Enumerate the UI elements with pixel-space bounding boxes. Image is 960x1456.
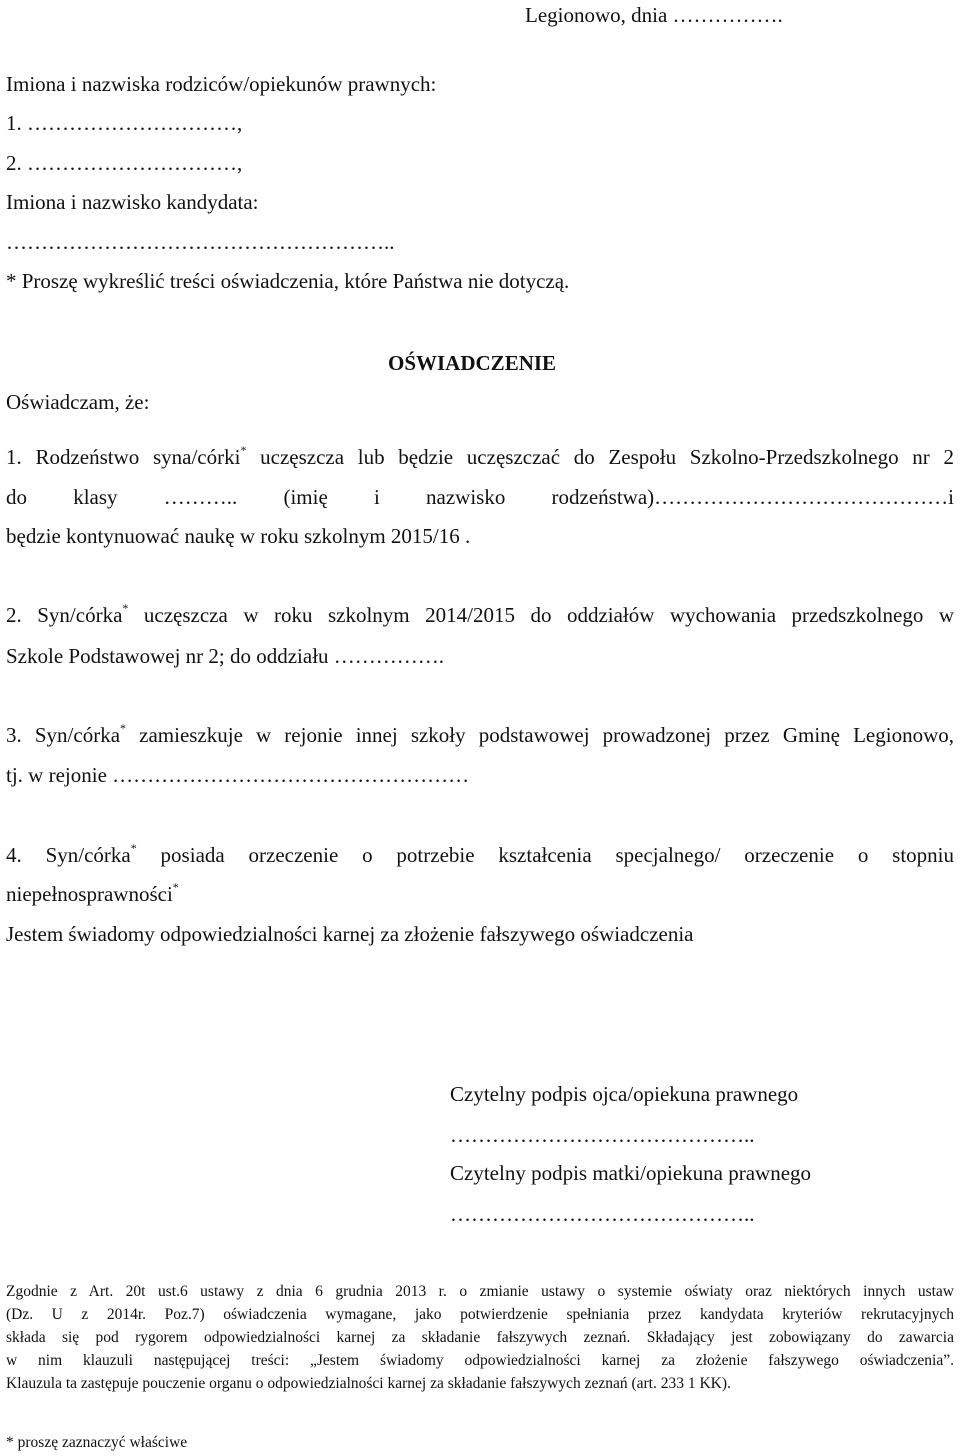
asterisk-mark: * — [130, 841, 137, 855]
mother-signature-line: …………………………………….. — [450, 1202, 755, 1226]
parents-label: Imiona i nazwiska rodziców/opiekunów prawnych: — [6, 72, 437, 96]
strike-note: * Proszę wykreślić treści oświadczenia, które Państwa nie dotyczą. — [6, 269, 570, 293]
awareness-statement: Jestem świadomy odpowiedzialności karnej za złożenie fałszywego oświadczenia — [6, 922, 694, 946]
place-date: Legionowo, dnia ……………. — [525, 3, 783, 27]
asterisk-mark: * — [172, 880, 179, 894]
father-signature-label: Czytelny podpis ojca/opiekuna prawnego — [450, 1082, 799, 1106]
asterisk-mark: * — [120, 721, 127, 735]
item-4-line-2: niepełnosprawności* — [6, 880, 179, 906]
intro-text: Oświadczam, że: — [6, 390, 150, 414]
parent-line-2: 2. …………………………, — [6, 151, 243, 175]
footnote-note: * proszę zaznaczyć właściwe — [6, 1434, 188, 1451]
item-3-line-2: tj. w rejonie …………………………………………… — [6, 763, 470, 787]
footnote-line-5: Klauzula ta zastępuje pouczenie organu o odpowiedzialności karnej za składanie fałszywych zeznań (art. 233 1 KK). — [6, 1375, 731, 1392]
footnote-line-3: składa się pod rygorem odpowiedzialności karnej za składanie fałszywych zeznań. Składający jest zobowiązany do zawarcia — [6, 1329, 954, 1346]
item-1-line-1: 1. Rodzeństwo syna/córki* uczęszcza lub będzie uczęszczać do Zespołu Szkolno-Przedszkolnego nr 2 — [6, 443, 954, 469]
mother-signature-label: Czytelny podpis matki/opiekuna prawnego — [450, 1161, 812, 1185]
item-1-line-2: do klasy ……….. (imię i nazwisko rodzeństwa)……………………………………i — [6, 485, 954, 509]
asterisk-mark: * — [122, 601, 129, 615]
father-signature-line: …………………………………….. — [450, 1123, 755, 1147]
asterisk-mark: * — [240, 443, 247, 457]
item-2-line-1: 2. Syn/córka* uczęszcza w roku szkolnym 2014/2015 do oddziałów wychowania przedszkolnego w — [6, 601, 954, 627]
item-4-line-1: 4. Syn/córka* posiada orzeczenie o potrzebie kształcenia specjalnego/ orzeczenie o stopniu — [6, 841, 955, 867]
candidate-label: Imiona i nazwisko kandydata: — [6, 190, 259, 214]
parent-line-1: 1. …………………………, — [6, 111, 243, 135]
footnote-line-4: w nim klauzuli następującej treści: „Jestem świadomy odpowiedzialności karnej za złożenie fałszywego oświadczenia”. — [6, 1352, 954, 1369]
item-3-line-1: 3. Syn/córka* zamieszkuje w rejonie innej szkoły podstawowej prowadzonej przez Gminę Legionowo, — [6, 721, 954, 747]
page-title: OŚWIADCZENIE — [388, 351, 557, 375]
item-1-line-3: będzie kontynuować naukę w roku szkolnym 2015/16 . — [6, 524, 471, 548]
candidate-line: ……………………………………………….. — [6, 230, 395, 254]
footnote-line-2: (Dz. U z 2014r. Poz.7) oświadczenia wymagane, jako potwierdzenie spełniania przez kandydata kryteriów rekrutacyjnych — [6, 1306, 954, 1323]
item-2-line-2: Szkole Podstawowej nr 2; do oddziału ……………. — [6, 644, 445, 668]
footnote-line-1: Zgodnie z Art. 20t ust.6 ustawy z dnia 6 grudnia 2013 r. o zmianie ustawy o systemie oświaty oraz niektórych innych ustaw — [6, 1283, 954, 1300]
